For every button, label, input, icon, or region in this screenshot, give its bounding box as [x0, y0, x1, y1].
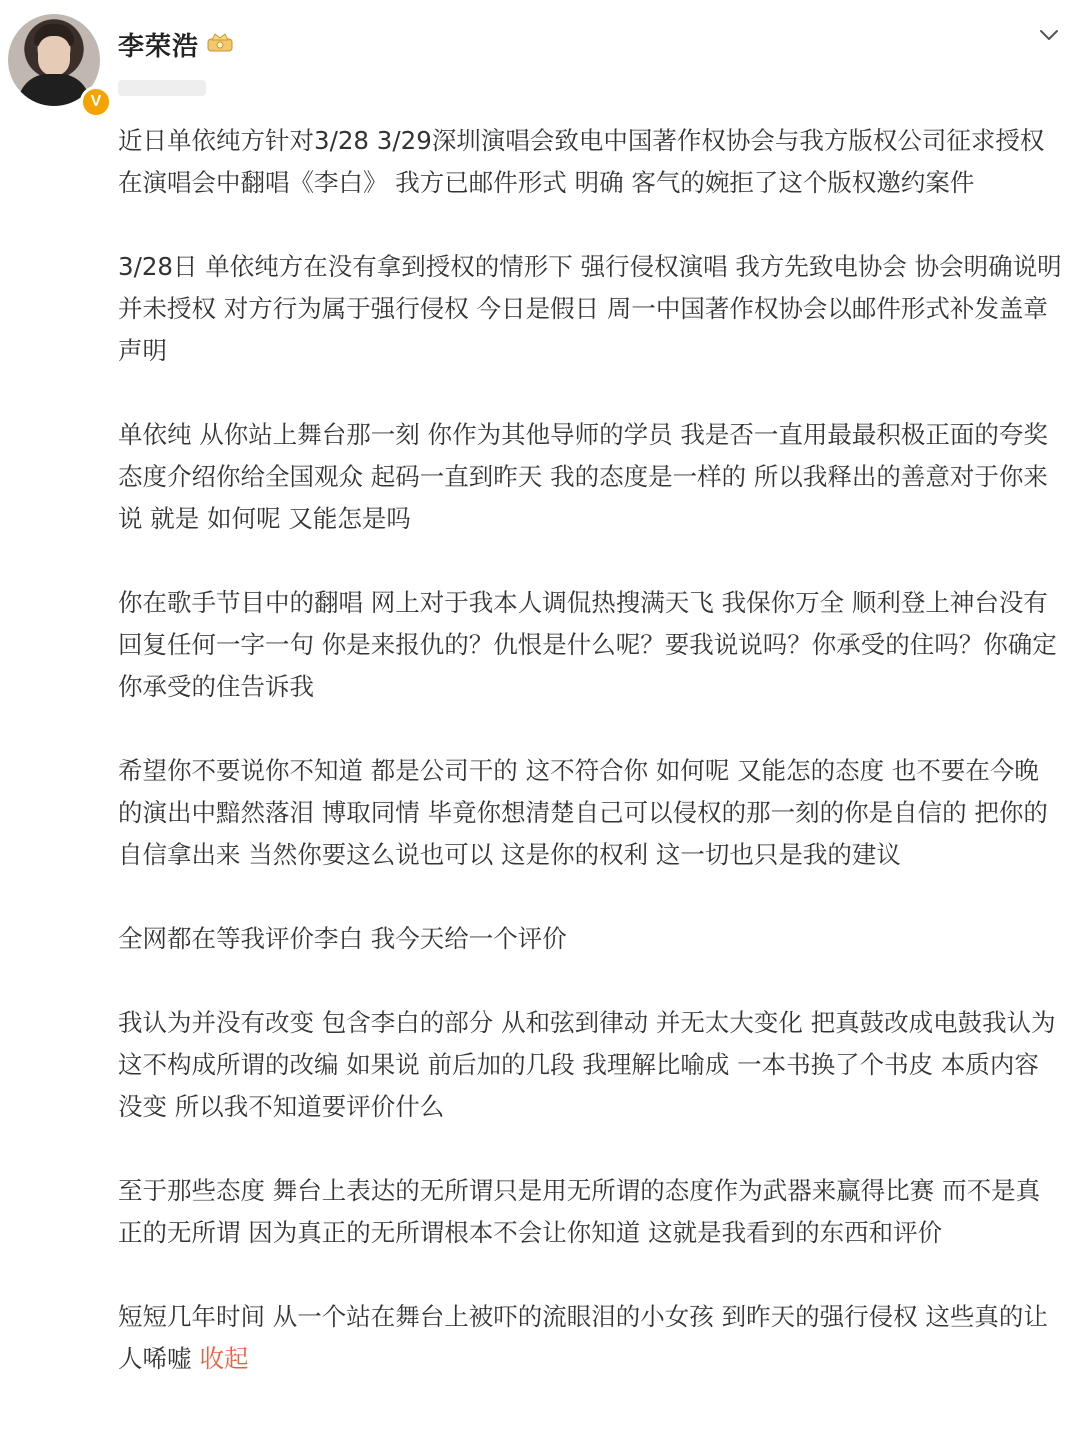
post-meta-placeholder	[118, 80, 206, 96]
avatar[interactable]	[8, 14, 104, 110]
post-paragraph: 单依纯 从你站上舞台那一刻 你作为其他导师的学员 我是否一直用最最积极正面的夸奖态度介绍你给全国观众 起码一直到昨天 我的态度是一样的 所以我释出的善意对于你来说 就是 如何呢 又能怎是吗	[118, 420, 1048, 533]
post-paragraph: 我认为并没有改变 包含李白的部分 从和弦到律动 并无太大变化 把真鼓改成电鼓我认为这不构成所谓的改编 如果说 前后加的几段 我理解比喻成 一本书换了个书皮 本质内容没变 所以我不知道要评价什么	[118, 1008, 1056, 1121]
post-paragraph: 全网都在等我评价李白 我今天给一个评价	[118, 924, 567, 953]
crown-medal-icon	[206, 31, 234, 53]
author-name[interactable]: 李荣浩	[118, 32, 200, 62]
verified-badge-icon: V	[80, 86, 112, 118]
post-paragraph-last	[118, 1296, 1063, 1380]
post-body	[118, 120, 1063, 1380]
post-paragraph: 至于那些态度 舞台上表达的无所谓只是用无所谓的态度作为武器来赢得比赛 而不是真正的无所谓 因为真正的无所谓根本不会让你知道 这就是我看到的东西和评价	[118, 1176, 1041, 1247]
post-paragraph-text: 短短几年时间 从一个站在舞台上被吓的流眼泪的小女孩 到昨天的强行侵权 这些真的让人唏嘘	[118, 1302, 1048, 1373]
collapse-link[interactable]: 收起	[199, 1344, 249, 1373]
post-paragraph: 近日单依纯方针对3/28 3/29深圳演唱会致电中国著作权协会与我方版权公司征求授权在演唱会中翻唱《李白》 我方已邮件形式 明确 客气的婉拒了这个版权邀约案件	[118, 126, 1045, 197]
post-paragraph: 你在歌手节目中的翻唱 网上对于我本人调侃热搜满天飞 我保你万全 顺利登上神台没有回复任何一字一句 你是来报仇的？仇恨是什么呢？要我说说吗？你承受的住吗？你确定你承受的住告诉我	[118, 588, 1057, 701]
post-header	[0, 0, 1080, 120]
chevron-down-icon[interactable]	[1038, 24, 1060, 46]
post-paragraph: 3/28日 单依纯方在没有拿到授权的情形下 强行侵权演唱 我方先致电协会 协会明确说明 并未授权 对方行为属于强行侵权 今日是假日 周一中国著作权协会以邮件形式补发盖章声明	[118, 252, 1062, 365]
post-paragraph: 希望你不要说你不知道 都是公司干的 这不符合你 如何呢 又能怎的态度 也不要在今晚的演出中黯然落泪 博取同情 毕竟你想清楚自己可以侵权的那一刻的你是自信的 把你的自信拿出来 当然你要这么说也可以 这是你的权利 这一切也只是我的建议	[118, 756, 1048, 869]
